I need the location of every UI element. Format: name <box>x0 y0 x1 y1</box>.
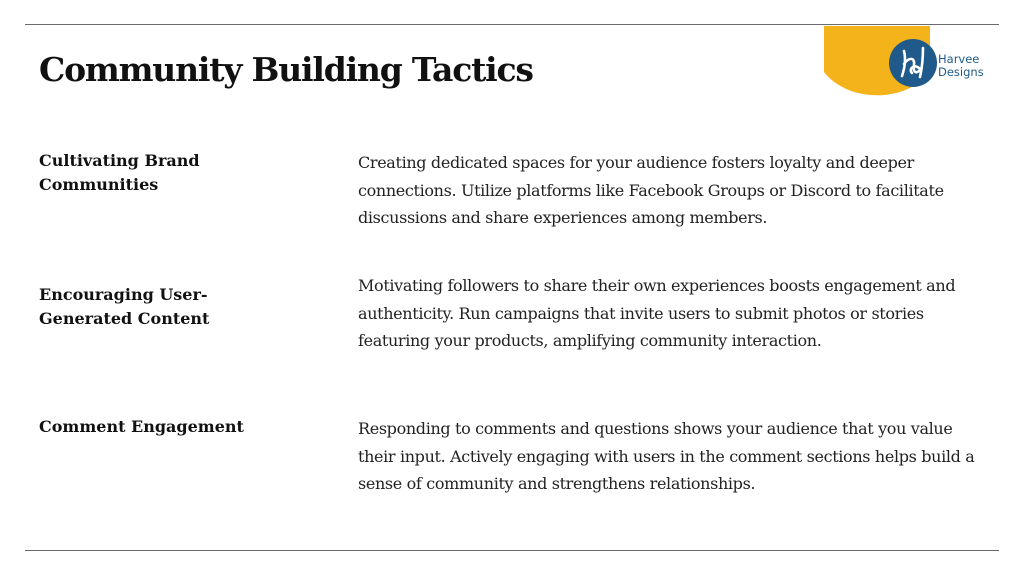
page-title: Community Building Tactics <box>39 50 533 89</box>
logo-wordmark-line1: Harvee <box>938 52 980 66</box>
bottom-divider <box>25 550 999 551</box>
logo-wordmark <box>938 53 984 79</box>
row-heading-user-generated-content: Encouraging User-Generated Content <box>39 285 210 328</box>
row-text-user-generated-content: Motivating followers to share their own experiences boosts engagement and authenticity. Run campaigns that invite users to submit photos or stories featuring your products, amplifying community interaction. <box>358 276 956 350</box>
row-heading-brand-communities: Cultivating Brand Communities <box>39 151 200 194</box>
top-divider <box>25 24 999 25</box>
logo-wordmark-line2: Designs <box>938 65 984 79</box>
row-text-comment-engagement: Responding to comments and questions shows your audience that you value their input. Actively engaging with users in the comment sections helps build a sense of community and strengthens relationships. <box>358 419 975 493</box>
row-heading-comment-engagement: Comment Engagement <box>39 417 244 436</box>
row-text-brand-communities: Creating dedicated spaces for your audience fosters loyalty and deeper connections. Utilize platforms like Facebook Groups or Discord to facilitate discussions and share experiences among members. <box>358 153 944 227</box>
